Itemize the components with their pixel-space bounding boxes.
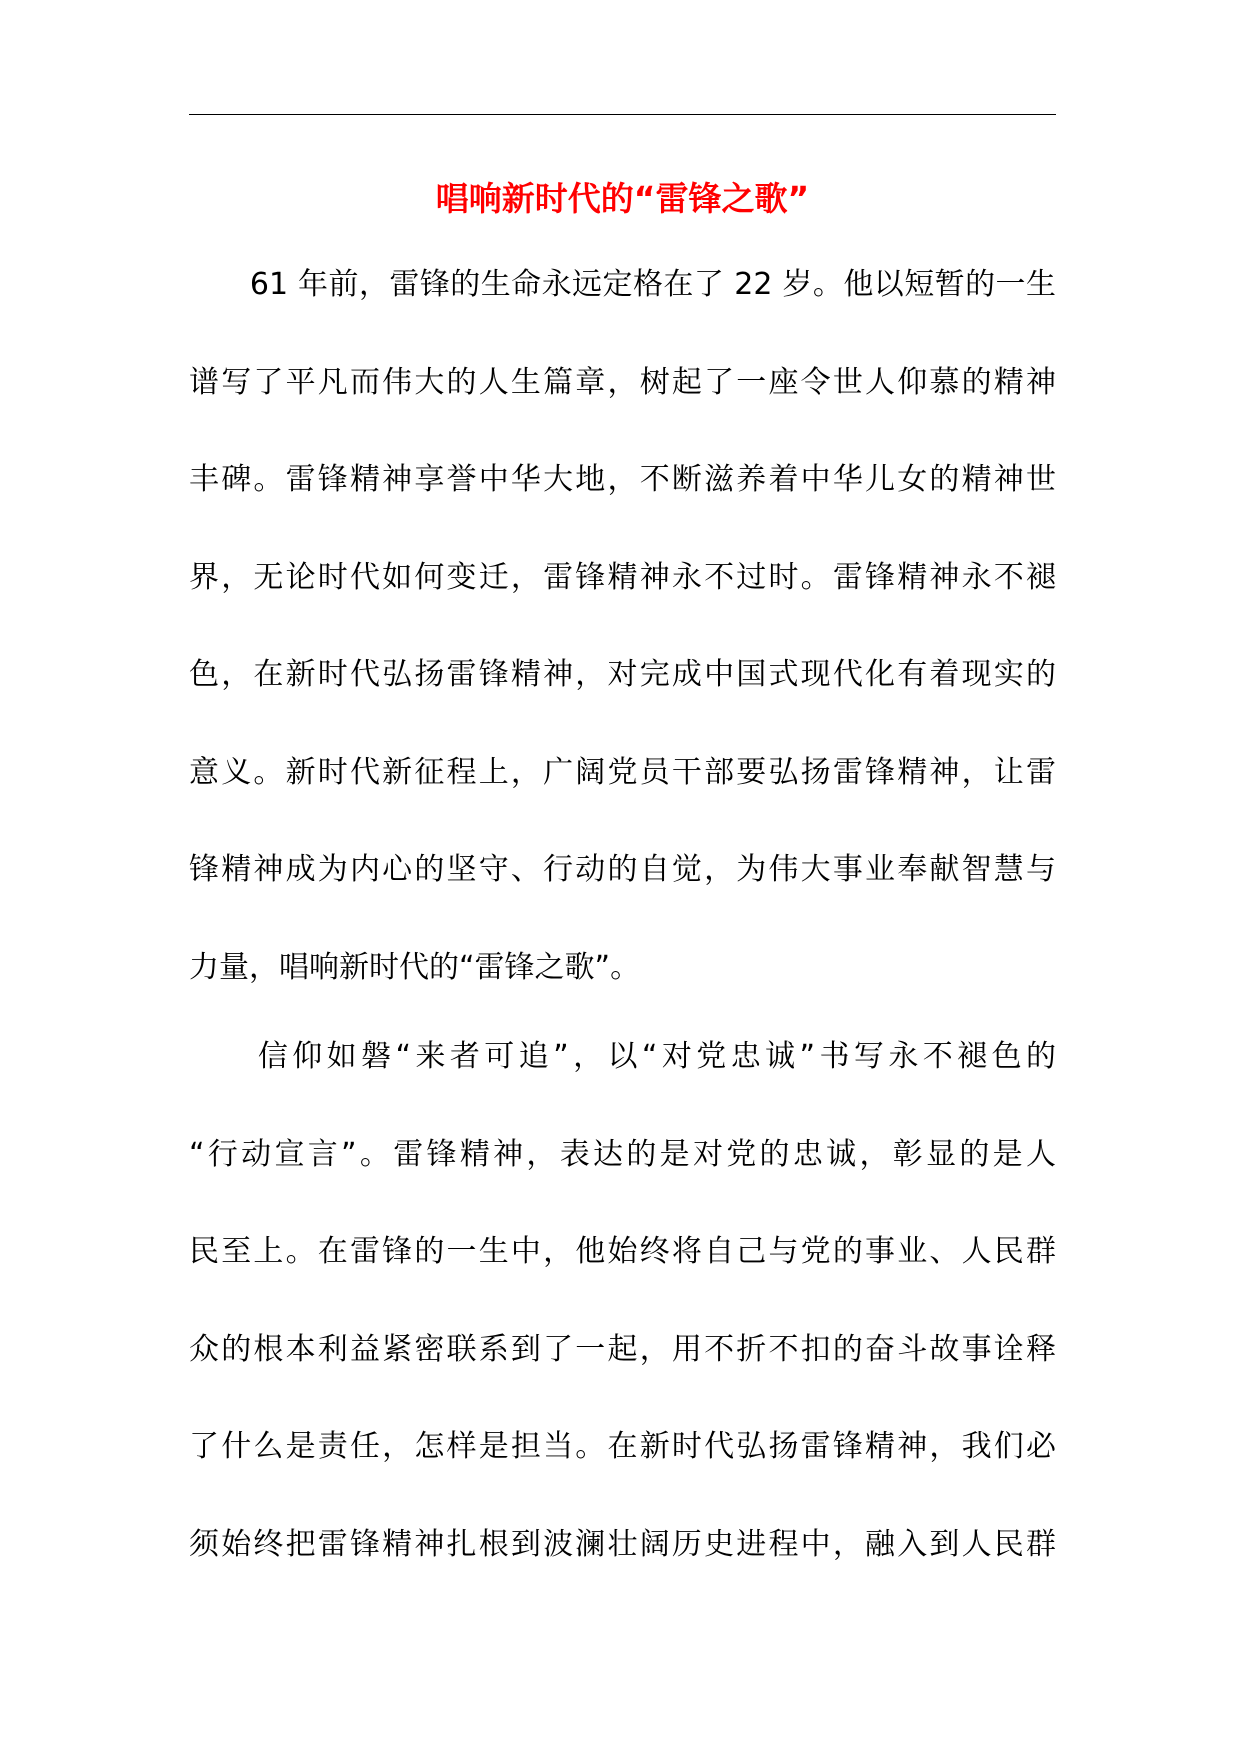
- text-line: 谱写了平凡而伟大的人生篇章，树起了一座令世人仰慕的精神: [189, 364, 1056, 400]
- document-title: 唱响新时代的“雷锋之歌”: [435, 179, 810, 218]
- text-line: 界，无论时代如何变迁，雷锋精神永不过时。雷锋精神永不褪: [189, 559, 1056, 595]
- text-line: 了什么是责任，怎样是担当。在新时代弘扬雷锋精神，我们必: [189, 1429, 1056, 1464]
- header-rule: [189, 114, 1056, 115]
- text-line: 61 年前，雷锋的生命永远定格在了 22 岁。他以短暂的一生: [189, 267, 1056, 302]
- text-line: 锋精神成为内心的坚守、行动的自觉，为伟大事业奉献智慧与: [189, 852, 1056, 887]
- text-line: 众的根本利益紧密联系到了一起，用不折不扣的奋斗故事诠释: [189, 1331, 1056, 1367]
- text-line: 色，在新时代弘扬雷锋精神，对完成中国式现代化有着现实的: [189, 657, 1056, 692]
- text-line: 民至上。在雷锋的一生中，他始终将自己与党的事业、人民群: [189, 1234, 1056, 1269]
- text-line: 意义。新时代新征程上，广阔党员干部要弘扬雷锋精神，让雷: [189, 754, 1056, 790]
- paragraph-1: [189, 236, 1056, 1016]
- text-line: 信仰如磐“来者可追”，以“对党忠诚”书写永不褪色的: [189, 1039, 1056, 1074]
- text-line: 须始终把雷锋精神扎根到波澜壮阔历史进程中，融入到人民群: [189, 1526, 1056, 1562]
- text-line: 丰碑。雷锋精神享誉中华大地，不断滋养着中华儿女的精神世: [189, 462, 1056, 497]
- text-line: 力量，唱响新时代的“雷锋之歌”。: [189, 949, 641, 985]
- paragraph-2: [189, 1008, 1056, 1593]
- text-line: “行动宣言”。雷锋精神，表达的是对党的忠诚，彰显的是人: [189, 1136, 1056, 1172]
